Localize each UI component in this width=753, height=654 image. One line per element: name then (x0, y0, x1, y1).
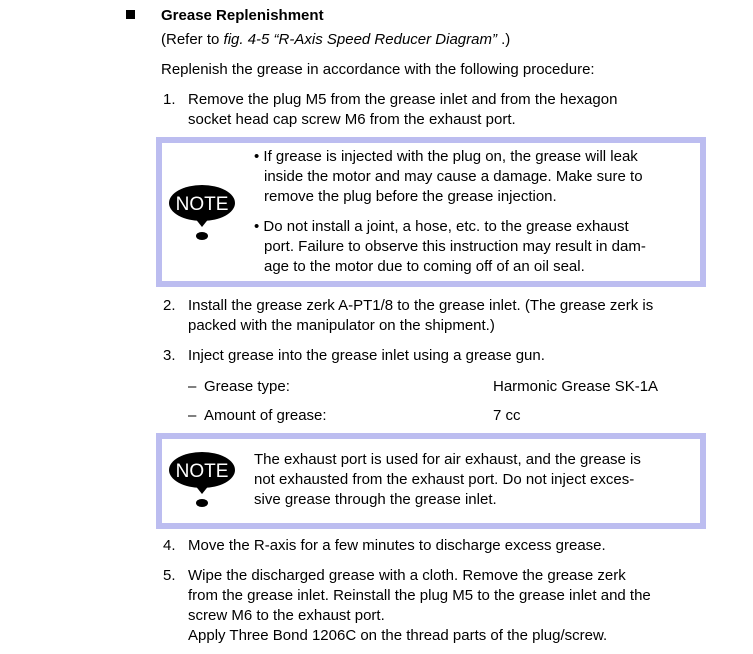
note-line: not exhausted from the exhaust port. Do not inject exces- (254, 471, 635, 488)
step-number: 5. (163, 567, 176, 584)
step-text: screw M6 to the exhaust port. (188, 607, 385, 624)
spec-label: Amount of grease: (204, 407, 327, 424)
note-line: • Do not install a joint, a hose, etc. to the grease exhaust (254, 218, 629, 235)
step-text: Wipe the discharged grease with a cloth. Remove the grease zerk (188, 567, 626, 584)
step-text: Inject grease into the grease inlet using a grease gun. (188, 347, 545, 364)
refer-suffix: .) (501, 31, 511, 48)
spec-value: 7 cc (493, 407, 521, 424)
step-text: Install the grease zerk A-PT1/8 to the grease inlet. (The grease zerk is (188, 297, 654, 314)
refer-prefix: (Refer to (161, 31, 224, 48)
step-text: Apply Three Bond 1206C on the thread parts of the plug/screw. (188, 627, 608, 644)
step-text: packed with the manipulator on the shipment.) (188, 317, 495, 334)
step-number: 3. (163, 347, 176, 364)
step-text: Move the R-axis for a few minutes to discharge excess grease. (188, 537, 606, 554)
step-number: 1. (163, 91, 176, 108)
note-icon (168, 183, 236, 243)
note-icon-label: NOTE (175, 461, 229, 482)
spec-label: Grease type: (204, 378, 290, 395)
note-line: age to the motor due to coming off of an oil seal. (264, 258, 585, 275)
note-icon-label: NOTE (175, 194, 229, 215)
step-text: from the grease inlet. Reinstall the plug M5 to the grease inlet and the (188, 587, 651, 604)
note-line: inside the motor and may cause a damage. Make sure to (264, 168, 643, 185)
spec-dash: – (188, 407, 197, 424)
refer-line (161, 30, 510, 50)
note-line: The exhaust port is used for air exhaust, and the grease is (254, 451, 641, 468)
note-icon (168, 450, 236, 510)
section-title: Grease Replenishment (161, 7, 324, 24)
step-text: Remove the plug M5 from the grease inlet and from the hexagon (188, 91, 618, 108)
note-line: • If grease is injected with the plug on, the grease will leak (254, 148, 638, 165)
section-bullet (126, 10, 135, 19)
intro-text: Replenish the grease in accordance with the following procedure: (161, 61, 595, 78)
spec-dash: – (188, 378, 197, 395)
note-line: port. Failure to observe this instruction may result in dam- (264, 238, 646, 255)
step-text: socket head cap screw M6 from the exhaust port. (188, 111, 516, 128)
step-number: 2. (163, 297, 176, 314)
note-line: sive grease through the grease inlet. (254, 491, 497, 508)
refer-link[interactable]: fig. 4-5 “R-Axis Speed Reducer Diagram” (223, 31, 502, 48)
note-line: remove the plug before the grease injection. (264, 188, 557, 205)
step-number: 4. (163, 537, 176, 554)
spec-value: Harmonic Grease SK-1A (493, 378, 659, 395)
